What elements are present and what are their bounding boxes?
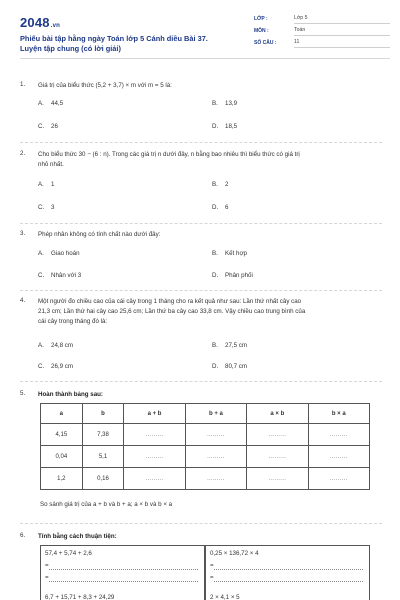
expression: 2 × 4,1 × 5 bbox=[210, 594, 240, 600]
meta-class-value: Lớp 5 bbox=[294, 15, 390, 24]
question-text: Hoàn thành bảng sau: bbox=[38, 391, 103, 398]
blank-cell[interactable]: ......... bbox=[247, 446, 308, 468]
column-header: a + b bbox=[124, 404, 185, 424]
question-number: 2. bbox=[20, 150, 26, 157]
option-d[interactable]: D. Phân phối bbox=[212, 272, 253, 279]
question-1 bbox=[20, 81, 382, 141]
column-header: b × a bbox=[308, 404, 369, 424]
equals-sign: = bbox=[45, 574, 49, 581]
blank-cell[interactable]: ......... bbox=[124, 424, 185, 446]
divider bbox=[20, 142, 382, 143]
calc-box-right bbox=[205, 545, 370, 600]
title-line-2: Luyện tập chung (có lời giải) bbox=[20, 44, 121, 53]
question-5 bbox=[20, 390, 382, 400]
question-number: 6. bbox=[20, 532, 26, 539]
divider bbox=[20, 381, 382, 382]
meta-subject-label: MÔN : bbox=[254, 28, 269, 34]
option-d[interactable]: D. 18,5 bbox=[212, 123, 238, 130]
header-divider bbox=[20, 58, 390, 59]
question-text: Một người đo chiều cao của cái cây trong 1 tháng cho ra kết quả như sau: Lần thứ nhất cây cao 21,3 cm; Lần thứ hai cây cao 25,6 cm; Lần thứ ba cây cao 33,8 cm. Vậy chiều cao trung bình của cái cây trong tháng đó là: bbox=[38, 298, 306, 325]
blank-cell[interactable]: ......... bbox=[247, 424, 308, 446]
table-cell: 0,04 bbox=[41, 446, 83, 468]
compare-note: So sánh giá trị của a + b và b + a; a × b và b × a bbox=[40, 501, 173, 508]
option-c[interactable]: C. 3 bbox=[38, 204, 55, 211]
option-d[interactable]: D. 6 bbox=[212, 204, 229, 211]
table-cell: 4,15 bbox=[41, 424, 83, 446]
question-text: Phép nhân không có tính chất nào dưới đây: bbox=[38, 231, 161, 238]
option-a[interactable]: A. 1 bbox=[38, 181, 55, 188]
calc-box-left bbox=[40, 545, 205, 600]
blank-cell[interactable]: ......... bbox=[308, 424, 369, 446]
question-2 bbox=[20, 150, 382, 220]
option-c[interactable]: C. 26,9 cm bbox=[38, 363, 74, 370]
worksheet-meta bbox=[254, 14, 390, 50]
option-d[interactable]: D. 80,7 cm bbox=[212, 363, 248, 370]
option-b[interactable]: B. 2 bbox=[212, 181, 229, 188]
question-text: Cho biểu thức 30 − (6 : n). Trong các giá trị n dưới đây, n bằng bao nhiêu thì biểu thức có giá trị nhỏ nhất. bbox=[38, 151, 300, 168]
blank-cell[interactable]: ......... bbox=[308, 468, 369, 490]
divider bbox=[20, 523, 382, 524]
completion-table bbox=[40, 403, 370, 490]
table-row bbox=[41, 468, 370, 490]
option-b[interactable]: B. 27,5 cm bbox=[212, 342, 248, 349]
option-b[interactable]: B. Kết hợp bbox=[212, 250, 247, 257]
question-3 bbox=[20, 230, 382, 290]
option-a[interactable]: A. 24,8 cm bbox=[38, 342, 74, 349]
equals-sign: = bbox=[210, 574, 214, 581]
question-number: 5. bbox=[20, 390, 26, 397]
document-title bbox=[20, 34, 250, 54]
question-text: Giá trị của biểu thức (5,2 + 3,7) × m với m = 5 là: bbox=[38, 82, 172, 89]
blank-cell[interactable]: ......... bbox=[185, 468, 246, 490]
answer-line[interactable] bbox=[214, 581, 363, 582]
answer-line[interactable] bbox=[49, 581, 198, 582]
table-cell: 1,2 bbox=[41, 468, 83, 490]
blank-cell[interactable]: ......... bbox=[185, 446, 246, 468]
question-number: 4. bbox=[20, 297, 26, 304]
title-line-1: Phiếu bài tập hằng ngày Toán lớp 5 Cánh diều Bài 37. bbox=[20, 34, 208, 43]
question-6 bbox=[20, 532, 382, 542]
worksheet-header bbox=[12, 10, 390, 62]
expression: 57,4 + 5,74 + 2,6 bbox=[45, 550, 92, 557]
blank-cell[interactable]: ......... bbox=[185, 424, 246, 446]
table-row bbox=[41, 424, 370, 446]
meta-count bbox=[254, 38, 390, 50]
blank-cell[interactable]: ......... bbox=[124, 446, 185, 468]
column-header: a bbox=[41, 404, 83, 424]
table-cell: 0,16 bbox=[82, 468, 124, 490]
table-header-row bbox=[41, 404, 370, 424]
column-header: b bbox=[82, 404, 124, 424]
divider bbox=[20, 223, 382, 224]
meta-class bbox=[254, 14, 390, 26]
column-header: b + a bbox=[185, 404, 246, 424]
option-a[interactable]: A. 44,5 bbox=[38, 100, 64, 107]
option-b[interactable]: B. 13,9 bbox=[212, 100, 238, 107]
equals-sign: = bbox=[210, 562, 214, 569]
option-a[interactable]: A. Giao hoán bbox=[38, 250, 80, 257]
expression: 6,7 + 15,71 + 8,3 + 24,29 bbox=[45, 594, 115, 600]
answer-line[interactable] bbox=[214, 569, 363, 570]
equals-sign: = bbox=[45, 562, 49, 569]
blank-cell[interactable]: ......... bbox=[247, 468, 308, 490]
table-row bbox=[41, 446, 370, 468]
meta-count-label: SỐ CÂU : bbox=[254, 40, 277, 46]
question-number: 3. bbox=[20, 230, 26, 237]
option-c[interactable]: C. Nhân với 3 bbox=[38, 272, 82, 279]
blank-cell[interactable]: ......... bbox=[124, 468, 185, 490]
question-number: 1. bbox=[20, 81, 26, 88]
divider bbox=[20, 290, 382, 291]
question-text: Tính bằng cách thuận tiện: bbox=[38, 533, 117, 540]
meta-class-label: LỚP : bbox=[254, 16, 268, 22]
table-cell: 7,38 bbox=[82, 424, 124, 446]
site-logo[interactable]: 2048.vn bbox=[20, 15, 61, 30]
answer-line[interactable] bbox=[49, 569, 198, 570]
question-4 bbox=[20, 297, 382, 379]
meta-count-value: 11 bbox=[294, 39, 390, 48]
meta-subject bbox=[254, 26, 390, 38]
meta-subject-value: Toán bbox=[294, 27, 390, 36]
blank-cell[interactable]: ......... bbox=[308, 446, 369, 468]
table-cell: 5,1 bbox=[82, 446, 124, 468]
expression: 0,25 × 136,72 × 4 bbox=[210, 550, 259, 557]
column-header: a × b bbox=[247, 404, 308, 424]
option-c[interactable]: C. 26 bbox=[38, 123, 58, 130]
